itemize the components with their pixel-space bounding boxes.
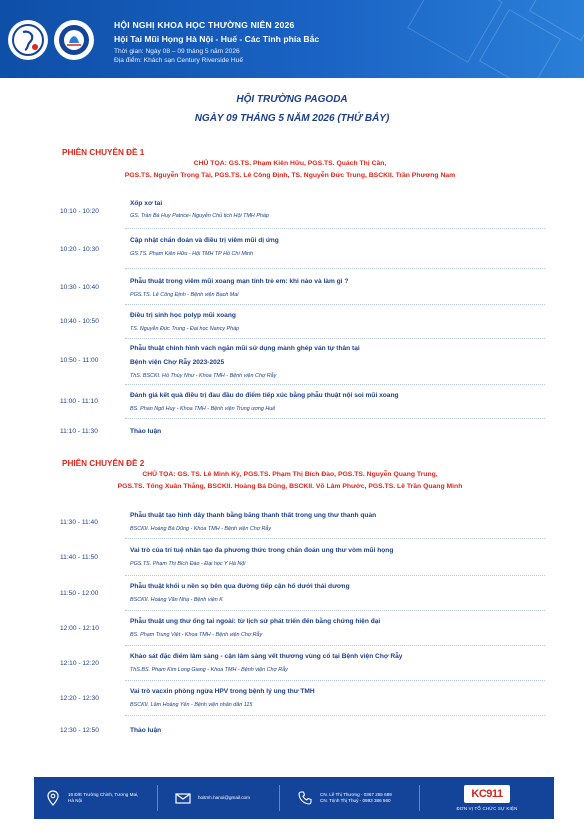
agenda-topic: Thảo luận bbox=[130, 727, 162, 734]
row-divider bbox=[125, 304, 545, 305]
agenda-speaker: BSCKII. Hoàng Văn Nhạ - Bệnh viện K bbox=[130, 597, 223, 603]
agenda-time: 10:50 - 11:00 bbox=[60, 357, 99, 364]
agenda-topic: Phẫu thuật tạo hình dây thanh bằng băng thanh thất trong ung thư thanh quản bbox=[130, 512, 377, 519]
contact-2: CN. Trịnh Thị Thuý - 0983 386 560 bbox=[320, 798, 391, 803]
agenda-speaker: BS. Phan Ngô Huy - Khoa TMH - Bệnh viện Trung ương Huế bbox=[130, 406, 276, 412]
hall-date: NGÀY 09 THÁNG 5 NĂM 2026 (THỨ BẢY) bbox=[194, 113, 390, 124]
agenda-topic: Xốp xơ tai bbox=[130, 200, 163, 207]
agenda-time: 11:30 - 11:40 bbox=[60, 519, 98, 526]
location-pin-icon bbox=[44, 789, 62, 807]
row-divider bbox=[125, 268, 545, 269]
ear-nose-throat-emblem-icon bbox=[11, 23, 45, 57]
row-divider bbox=[125, 680, 545, 681]
agenda-time: 10:10 - 10:20 bbox=[60, 208, 99, 215]
conference-title: HỘI NGHỊ KHOA HỌC THƯỜNG NIÊN 2026 bbox=[114, 20, 295, 30]
row-divider bbox=[125, 715, 545, 716]
agenda-time: 12:10 - 12:20 bbox=[60, 660, 99, 667]
row-divider bbox=[125, 575, 545, 576]
header-text bbox=[114, 20, 319, 64]
agenda-topic: Vai trò của trí tuệ nhân tạo đa phương thức trong chẩn đoán ung thư vòm mũi họng bbox=[130, 547, 394, 554]
address-line2: Hà Nội bbox=[68, 798, 83, 803]
agenda-time: 10:20 - 10:30 bbox=[60, 246, 99, 253]
contacts-text bbox=[320, 792, 392, 805]
conference-subtitle: Hội Tai Mũi Họng Hà Nội - Huế - Các Tỉnh phía Bắc bbox=[114, 34, 320, 44]
agenda-topic: Phẫu thuật chỉnh hình vách ngăn mũi sử dụng mảnh ghép ván tự thân tại bbox=[130, 345, 360, 352]
agenda-topic: Thảo luận bbox=[130, 428, 162, 435]
conference-time: Thời gian: Ngày 08 – 09 tháng 5 năm 2026 bbox=[114, 48, 240, 55]
agenda-speaker: ThS.BS. Phạm Kim Long Giang - Khoa TMH - Bệnh viện Chợ Rẫy bbox=[130, 667, 288, 673]
agenda-topic: Phẫu thuật ung thư ống tai ngoài: từ lịch sử phát triển đến bằng chứng hiện đại bbox=[130, 618, 381, 625]
session-2-chairs-line2: PGS.TS. Tống Xuân Thắng, BSCKII. Hoàng Bá Dũng, BSCKII. Võ Lâm Phước, PGS.TS. Lê Trần Quang Minh bbox=[117, 483, 463, 490]
row-divider bbox=[125, 538, 545, 539]
agenda-time: 10:30 - 10:40 bbox=[60, 284, 99, 291]
session-1-chairs-line2: PGS.TS. Nguyễn Trọng Tài, PGS.TS. Lê Công Định, TS. Nguyễn Đức Trung, BSCKII. Trần Phương Nam bbox=[124, 172, 456, 179]
agenda-time: 10:40 - 10:50 bbox=[60, 318, 99, 325]
address-text bbox=[68, 792, 138, 805]
agenda-speaker: GS.TS. Phạm Kiên Hữu - Hội TMH TP Hồ Chí Minh bbox=[130, 251, 254, 257]
organizer-label: ĐƠN VỊ TỔ CHỨC SỰ KIỆN bbox=[456, 806, 518, 811]
session-2-chairs bbox=[40, 469, 540, 493]
organizer-logo: KC911 bbox=[464, 785, 510, 803]
address-line1: 16 Đ/E Trường Chinh, Tương Mai, bbox=[68, 791, 139, 797]
agenda-speaker: GS. Trần Bá Huy Patrice- Nguyễn Chủ tịch Hội TMH Pháp bbox=[130, 213, 269, 219]
agenda-speaker: ThS. BSCKI. Hồ Thùy Như - Khoa TMH - Bệnh viện Chợ Rẫy bbox=[130, 373, 277, 379]
session-2-title: PHIÊN CHUYÊN ĐỀ 2 bbox=[62, 459, 145, 468]
footer-contacts bbox=[280, 777, 420, 819]
conference-venue: Địa điểm: Khách sạn Century Riverside Huế bbox=[114, 57, 244, 64]
hall-name: HỘI TRƯỜNG PAGODA bbox=[236, 94, 348, 105]
agenda-speaker: BSCKII. Lâm Hoàng Yến - Bệnh viện nhân dân 115 bbox=[130, 702, 253, 708]
session-1-chairs bbox=[40, 158, 540, 182]
row-divider bbox=[125, 338, 545, 339]
agenda-topic: Vai trò vacxin phòng ngừa HPV trong bệnh lý ung thư TMH bbox=[130, 688, 315, 695]
row-divider bbox=[125, 645, 545, 646]
ent-association-logo bbox=[8, 20, 48, 60]
agenda-time: 11:00 - 11:10 bbox=[60, 398, 98, 405]
row-divider bbox=[125, 384, 545, 385]
agenda-speaker: PGS.TS. Phạm Thị Bích Đào - Đại học Y Hà Nội bbox=[130, 561, 246, 567]
agenda-time: 11:50 - 12:00 bbox=[60, 590, 99, 597]
row-divider bbox=[125, 228, 545, 229]
agenda-time: 11:40 - 11:50 bbox=[60, 554, 98, 561]
row-divider bbox=[125, 418, 545, 419]
agenda-speaker: BSCKII. Hoàng Bá Dũng - Khoa TMH - Bệnh viện Chợ Rẫy bbox=[130, 526, 272, 532]
agenda-time: 12:00 - 12:10 bbox=[60, 625, 99, 632]
agenda-topic-continued: Bệnh viện Chợ Rẫy 2023-2025 bbox=[130, 359, 225, 366]
agenda-time: 11:10 - 11:30 bbox=[60, 428, 98, 435]
agenda-time: 12:20 - 12:30 bbox=[60, 695, 99, 702]
hanoi-ent-society-logo bbox=[54, 20, 94, 60]
session-1-title: PHIÊN CHUYÊN ĐỀ 1 bbox=[62, 148, 145, 157]
header-logos bbox=[8, 20, 94, 60]
footer-address bbox=[34, 777, 158, 819]
agenda-speaker: PGS.TS. Lê Công Định - Bệnh viện Bạch Mai bbox=[130, 292, 239, 298]
agenda-topic: Phẫu thuật trong viêm mũi xoang mạn tính trẻ em: khi nào và làm gì ? bbox=[130, 278, 349, 285]
row-divider bbox=[125, 610, 545, 611]
agenda-speaker: BS. Phạm Trung Việt - Khoa TMH - Bệnh viện Chợ Rẫy bbox=[130, 632, 263, 638]
agenda-topic: Cập nhật chẩn đoán và điều trị viêm mũi dị ứng bbox=[130, 237, 279, 244]
agenda-topic: Khảo sát đặc điểm lâm sàng - cận lâm sàng vết thương vùng cổ tại Bệnh viện Chợ Rẫy bbox=[130, 653, 403, 660]
contact-1: CN. Lê Thị Thương - 0367 255 689 bbox=[320, 791, 392, 797]
society-seal-icon bbox=[57, 23, 91, 57]
agenda-topic: Điều trị sinh học polyp mũi xoang bbox=[130, 312, 236, 319]
agenda-time: 12:30 - 12:50 bbox=[60, 727, 99, 734]
header-banner bbox=[0, 0, 584, 78]
agenda-topic: Phẫu thuật khối u nền sọ bên qua đường tiếp cận hố dưới thái dương bbox=[130, 583, 350, 590]
footer-organizer bbox=[420, 777, 554, 819]
footer-bar bbox=[34, 777, 554, 819]
email-text[interactable]: hoitmh.hanoi@gmail.com bbox=[198, 794, 250, 800]
agenda-speaker: TS. Nguyễn Đức Trung - Đại học Nancy Pháp bbox=[130, 326, 240, 332]
agenda-topic: Đánh giá kết quả điều trị đau đầu do điểm tiếp xúc bằng phẫu thuật nội soi mũi xoang bbox=[130, 392, 399, 399]
footer-email bbox=[158, 777, 280, 819]
session-2-chairs-line1: CHỦ TỌA: GS. TS. Lê Minh Kỳ, PGS.TS. Phạm Thị Bích Đào, PGS.TS. Nguyễn Quang Trung, bbox=[142, 471, 438, 478]
phone-icon bbox=[296, 789, 314, 807]
email-envelope-icon bbox=[174, 789, 192, 807]
session-1-chairs-line1: CHỦ TỌA: GS.TS. Phạm Kiên Hữu, PGS.TS. Quách Thị Cần, bbox=[193, 160, 387, 167]
